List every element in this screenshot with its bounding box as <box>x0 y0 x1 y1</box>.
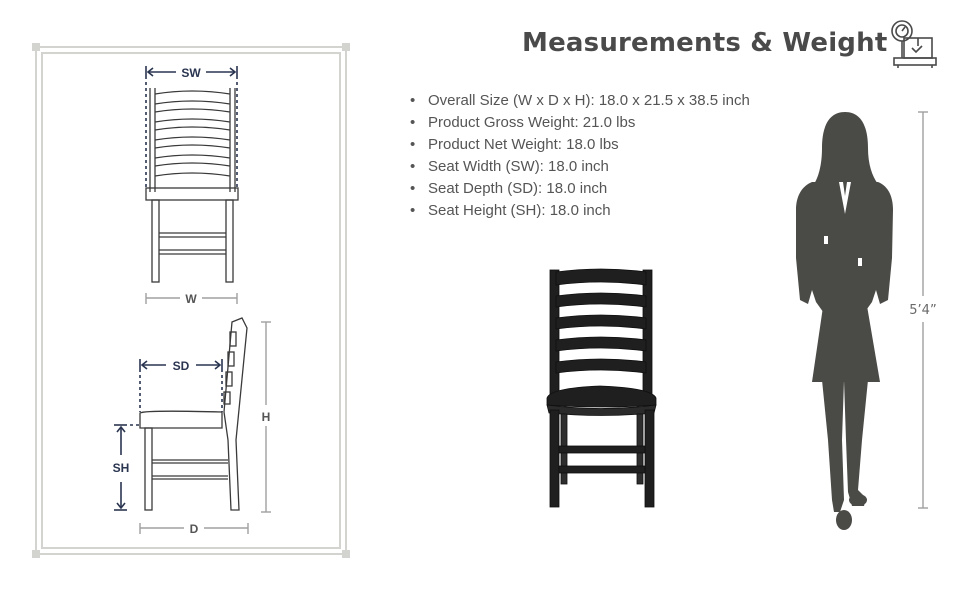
w-label: W <box>185 292 197 306</box>
side-view-chair-drawing <box>140 318 247 510</box>
sh-label: SH <box>112 461 130 475</box>
spec-seat-depth: • Seat Depth (SD): 18.0 inch <box>410 178 750 200</box>
d-label: D <box>189 522 199 536</box>
spec-seat-height: • Seat Height (SH): 18.0 inch <box>410 200 750 222</box>
scale-package-icon <box>892 21 936 68</box>
spec-gross-weight: • Product Gross Weight: 21.0 lbs <box>410 112 750 134</box>
sw-dimension <box>146 66 237 190</box>
front-view-chair-drawing <box>146 88 238 282</box>
sd-label: SD <box>172 359 190 373</box>
page-title: Measurements & Weight <box>522 28 888 58</box>
spec-seat-width: • Seat Width (SW): 18.0 inch <box>410 156 750 178</box>
specs-list <box>410 90 750 222</box>
height-reference-label: 5’4” <box>909 303 937 318</box>
product-chair-image <box>547 269 656 507</box>
sw-label: SW <box>181 66 201 80</box>
spec-overall-size: • Overall Size (W x D x H): 18.0 x 21.5 x 38.5 inch <box>410 90 750 112</box>
h-label: H <box>261 410 271 424</box>
spec-net-weight: • Product Net Weight: 18.0 lbs <box>410 134 750 156</box>
woman-silhouette-icon <box>796 112 893 530</box>
